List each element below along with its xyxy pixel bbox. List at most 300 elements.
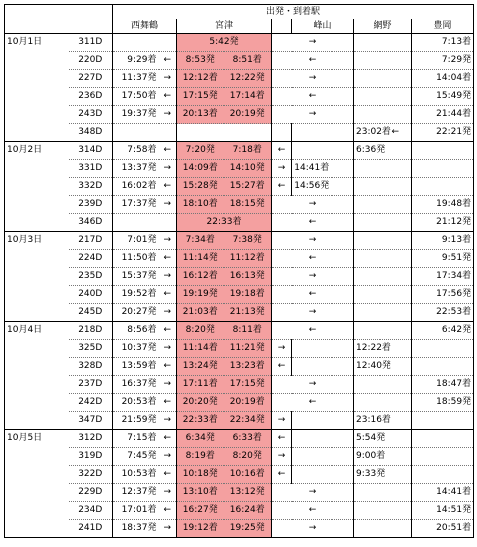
train-number: 314D: [69, 142, 113, 160]
arrow-cell: [380, 88, 412, 106]
arrow-cell: [380, 106, 412, 124]
arrow-cell: ←: [272, 142, 292, 160]
train-number: 319D: [69, 448, 113, 466]
arrow-cell: →: [159, 106, 177, 124]
time-mineyama: [292, 358, 332, 376]
arrow-cell: ←: [159, 322, 177, 340]
arrow-cell: [380, 196, 412, 214]
time-miyazu-2: 15:27着: [224, 178, 272, 196]
date-cell: [5, 286, 69, 304]
arrow-cell: [380, 520, 412, 538]
train-number: 240D: [69, 286, 113, 304]
train-number: 322D: [69, 466, 113, 484]
time-nishimaizuru: 12:37発: [113, 484, 159, 502]
arrow-cell: ←: [272, 250, 354, 268]
time-nishimaizuru: 17:01着: [113, 502, 159, 520]
arrow-cell: →: [272, 412, 292, 430]
time-miyazu-2: 19:18着: [224, 286, 272, 304]
timetable-row: [5, 106, 474, 124]
time-miyazu: 21:03着: [177, 304, 224, 322]
station-mineyama: 峰山: [292, 19, 354, 34]
time-toyooka: [412, 178, 474, 196]
date-cell: [5, 394, 69, 412]
timetable-row: [5, 430, 474, 448]
arrow-cell: ←: [272, 466, 292, 484]
date-cell: [5, 520, 69, 538]
time-mineyama: [292, 124, 332, 142]
time-nishimaizuru: 10:53着: [113, 466, 159, 484]
time-miyazu-2: 11:12着: [224, 250, 272, 268]
time-toyooka: [412, 430, 474, 448]
time-toyooka: 17:56発: [412, 286, 474, 304]
arrow-cell: ←: [272, 214, 354, 232]
arrow-cell: →: [159, 232, 177, 250]
train-number: 312D: [69, 430, 113, 448]
timetable-row: [5, 178, 474, 196]
date-cell: [5, 466, 69, 484]
time-toyooka: [412, 160, 474, 178]
time-miyazu-2: 14:10発: [224, 160, 272, 178]
arrow-cell: ←: [272, 322, 354, 340]
arrow-cell: →: [272, 376, 354, 394]
timetable-row: [5, 448, 474, 466]
train-number: 229D: [69, 484, 113, 502]
arrow-cell: →: [272, 304, 354, 322]
date-cell: 10月4日: [5, 322, 69, 340]
train-number: 311D: [69, 34, 113, 52]
gap-cell: [332, 142, 354, 160]
arrow-cell: [380, 52, 412, 70]
arrow-cell: ←: [272, 358, 292, 376]
train-number: 346D: [69, 214, 113, 232]
time-amino: [354, 214, 380, 232]
arrow-cell: [380, 322, 412, 340]
time-toyooka: 15:49発: [412, 88, 474, 106]
time-toyooka: 14:51発: [412, 502, 474, 520]
time-amino: 9:00着: [354, 448, 380, 466]
time-amino: [354, 502, 380, 520]
time-miyazu-2: 18:15発: [224, 196, 272, 214]
train-number: 220D: [69, 52, 113, 70]
time-nishimaizuru: 19:52着: [113, 286, 159, 304]
arrow-cell: →: [272, 106, 354, 124]
time-miyazu: 22:33着: [177, 412, 224, 430]
time-toyooka: 7:13着: [412, 34, 474, 52]
date-cell: 10月3日: [5, 232, 69, 250]
time-nishimaizuru: 8:56着: [113, 322, 159, 340]
time-toyooka: 9:51発: [412, 250, 474, 268]
arrow-cell: [380, 250, 412, 268]
arrow-cell: ←: [272, 178, 292, 196]
timetable-row: [5, 70, 474, 88]
date-cell: 10月2日: [5, 142, 69, 160]
arrow-cell: ←: [272, 394, 354, 412]
time-amino: [354, 520, 380, 538]
arrow-cell: [380, 268, 412, 286]
date-cell: [5, 376, 69, 394]
train-number: 235D: [69, 268, 113, 286]
arrow-cell: [380, 376, 412, 394]
time-nishimaizuru: 16:02着: [113, 178, 159, 196]
time-miyazu: 7:20発: [177, 142, 224, 160]
time-miyazu-2: 20:19着: [224, 394, 272, 412]
timetable-row: [5, 268, 474, 286]
time-miyazu-2: 11:21発: [224, 340, 272, 358]
train-number: 332D: [69, 178, 113, 196]
time-miyazu-2: 13:23着: [224, 358, 272, 376]
time-miyazu: 17:11着: [177, 376, 224, 394]
time-miyazu: 17:15発: [177, 88, 224, 106]
date-cell: [5, 124, 69, 142]
time-nishimaizuru: 15:37発: [113, 268, 159, 286]
time-nishimaizuru: 20:27発: [113, 304, 159, 322]
time-nishimaizuru: 9:29着: [113, 52, 159, 70]
station-amino: 網野: [354, 19, 412, 34]
time-toyooka: 18:47着: [412, 376, 474, 394]
train-number: 218D: [69, 322, 113, 340]
arrow-cell: →: [272, 196, 354, 214]
time-miyazu: 16:27発: [177, 502, 224, 520]
time-nishimaizuru: 13:59着: [113, 358, 159, 376]
time-miyazu: 7:34着: [177, 232, 224, 250]
time-nishimaizuru: 17:50着: [113, 88, 159, 106]
time-nishimaizuru: 10:37発: [113, 340, 159, 358]
arrow-cell: →: [272, 448, 292, 466]
time-nishimaizuru: [113, 34, 159, 52]
arrow-cell: →: [159, 304, 177, 322]
time-amino: 12:22着: [354, 340, 380, 358]
time-toyooka: [412, 466, 474, 484]
arrow-cell: →: [159, 412, 177, 430]
time-miyazu-2: 13:12発: [224, 484, 272, 502]
time-miyazu: 16:12着: [177, 268, 224, 286]
timetable-row: [5, 520, 474, 538]
time-miyazu: 10:18発: [177, 466, 224, 484]
time-amino: [354, 232, 380, 250]
time-mineyama: [292, 412, 332, 430]
time-miyazu: 8:53発: [177, 52, 224, 70]
time-amino: 5:54発: [354, 430, 380, 448]
time-miyazu-2: 16:13発: [224, 268, 272, 286]
timetable-row: [5, 250, 474, 268]
arrow-cell: ←: [159, 358, 177, 376]
timetable-row: [5, 358, 474, 376]
time-miyazu: 12:12着: [177, 70, 224, 88]
timetable-row: [5, 322, 474, 340]
time-miyazu: 13:10着: [177, 484, 224, 502]
train-number: 348D: [69, 124, 113, 142]
time-nishimaizuru: 20:53着: [113, 394, 159, 412]
arrow-cell: ←: [159, 466, 177, 484]
timetable-row: [5, 412, 474, 430]
time-miyazu-2: 6:33着: [224, 430, 272, 448]
time-nishimaizuru: 11:50着: [113, 250, 159, 268]
arrow-cell: →: [159, 268, 177, 286]
time-amino: 6:36発: [354, 142, 380, 160]
time-amino: [354, 52, 380, 70]
arrow-cell: →: [272, 340, 292, 358]
time-miyazu: 19:19発: [177, 286, 224, 304]
train-number: 243D: [69, 106, 113, 124]
time-mineyama: [292, 466, 332, 484]
train-number: 241D: [69, 520, 113, 538]
arrow-cell: ←: [272, 88, 354, 106]
time-toyooka: 14:04着: [412, 70, 474, 88]
time-nishimaizuru: 7:45発: [113, 448, 159, 466]
time-nishimaizuru: 19:37発: [113, 106, 159, 124]
date-cell: [5, 412, 69, 430]
arrow-cell: ←: [272, 430, 292, 448]
date-cell: [5, 448, 69, 466]
train-number: 242D: [69, 394, 113, 412]
date-cell: [5, 358, 69, 376]
arrow-cell: →: [159, 376, 177, 394]
timetable-row: [5, 502, 474, 520]
time-toyooka: [412, 142, 474, 160]
time-miyazu-2: 10:16着: [224, 466, 272, 484]
timetable-row: [5, 160, 474, 178]
time-amino: [354, 178, 380, 196]
train-number: 239D: [69, 196, 113, 214]
time-toyooka: 22:21発: [412, 124, 474, 142]
arrow-cell: →: [272, 484, 354, 502]
date-cell: [5, 304, 69, 322]
arrow-cell: →: [159, 520, 177, 538]
time-miyazu: 20:20発: [177, 394, 224, 412]
train-number: 234D: [69, 502, 113, 520]
date-cell: 10月1日: [5, 34, 69, 52]
time-nishimaizuru: 17:37発: [113, 196, 159, 214]
date-cell: [5, 88, 69, 106]
time-amino: [354, 286, 380, 304]
time-miyazu-2: 12:22発: [224, 70, 272, 88]
arrow-cell: [380, 502, 412, 520]
time-miyazu: 19:12着: [177, 520, 224, 538]
arrow-cell: ←: [159, 286, 177, 304]
station-nishimaizuru: 西舞鶴: [113, 19, 177, 34]
arrow-cell: ←: [272, 502, 354, 520]
time-mineyama: 14:56発: [292, 178, 332, 196]
time-miyazu-2: [224, 124, 272, 142]
time-miyazu: 5:42発: [177, 34, 272, 52]
date-cell: [5, 502, 69, 520]
time-miyazu: 8:19着: [177, 448, 224, 466]
arrow-cell: [380, 484, 412, 502]
gap-cell: [332, 160, 354, 178]
arrow-cell: →: [272, 268, 354, 286]
arrow-cell: [159, 214, 177, 232]
arrow-cell: [380, 160, 412, 178]
time-amino: [354, 160, 380, 178]
time-miyazu: 15:28発: [177, 178, 224, 196]
arrow-cell: [380, 178, 412, 196]
time-amino: 9:33発: [354, 466, 380, 484]
time-amino: [354, 322, 380, 340]
date-cell: [5, 250, 69, 268]
date-cell: [5, 160, 69, 178]
time-mineyama: [292, 142, 332, 160]
time-amino: 23:02着: [354, 124, 380, 142]
date-cell: [5, 196, 69, 214]
arrow-cell: →: [272, 232, 354, 250]
time-miyazu-2: 19:25発: [224, 520, 272, 538]
arrow-cell: [380, 232, 412, 250]
time-toyooka: 7:29発: [412, 52, 474, 70]
timetable-row: [5, 232, 474, 250]
gap-cell: [332, 358, 354, 376]
date-cell: [5, 52, 69, 70]
train-number: 217D: [69, 232, 113, 250]
gap-cell: [332, 448, 354, 466]
arrow-cell: [159, 34, 177, 52]
train-number: 227D: [69, 70, 113, 88]
time-miyazu-2: 8:11着: [224, 322, 272, 340]
station-toyooka: 豊岡: [412, 19, 474, 34]
time-miyazu: 6:34発: [177, 430, 224, 448]
time-amino: [354, 196, 380, 214]
time-miyazu: 11:14発: [177, 250, 224, 268]
arrow-cell: →: [272, 160, 292, 178]
time-amino: 12:40発: [354, 358, 380, 376]
time-miyazu-2: 21:13発: [224, 304, 272, 322]
arrow-cell: ←: [159, 88, 177, 106]
arrow-cell: →: [159, 160, 177, 178]
time-toyooka: 18:59発: [412, 394, 474, 412]
timetable-row: [5, 124, 474, 142]
timetable-row: [5, 286, 474, 304]
train-number: 224D: [69, 250, 113, 268]
arrow-cell: →: [272, 34, 354, 52]
timetable-row: [5, 484, 474, 502]
train-number: 325D: [69, 340, 113, 358]
station-miyazu: 宮津: [177, 19, 272, 34]
date-cell: [5, 106, 69, 124]
time-amino: [354, 484, 380, 502]
time-amino: [354, 70, 380, 88]
date-cell: 10月5日: [5, 430, 69, 448]
time-toyooka: 6:42発: [412, 322, 474, 340]
gap-cell: [332, 178, 354, 196]
time-toyooka: 19:48着: [412, 196, 474, 214]
arrow-cell: [380, 34, 412, 52]
time-nishimaizuru: [113, 124, 159, 142]
date-cell: [5, 214, 69, 232]
time-miyazu: 13:24発: [177, 358, 224, 376]
time-amino: 23:16着: [354, 412, 380, 430]
arrow-cell: ←: [159, 430, 177, 448]
time-miyazu: 18:10着: [177, 196, 224, 214]
train-number: 237D: [69, 376, 113, 394]
time-nishimaizuru: 16:37発: [113, 376, 159, 394]
arrow-cell: →: [159, 340, 177, 358]
time-miyazu: 8:20発: [177, 322, 224, 340]
time-miyazu-2: 7:38発: [224, 232, 272, 250]
time-miyazu-2: 16:24着: [224, 502, 272, 520]
time-nishimaizuru: 7:01発: [113, 232, 159, 250]
time-amino: [354, 106, 380, 124]
time-toyooka: [412, 412, 474, 430]
date-cell: [5, 340, 69, 358]
time-nishimaizuru: 11:37発: [113, 70, 159, 88]
arrow-cell: [380, 214, 412, 232]
time-toyooka: 14:41着: [412, 484, 474, 502]
timetable-row: [5, 394, 474, 412]
arrow-cell: ←: [272, 52, 354, 70]
timetable-row: [5, 340, 474, 358]
arrow-cell: ←: [159, 394, 177, 412]
timetable-row: [5, 196, 474, 214]
arrow-cell: →: [159, 196, 177, 214]
train-number: 328D: [69, 358, 113, 376]
timetable-row: [5, 304, 474, 322]
arrow-cell: ←: [159, 52, 177, 70]
time-amino: [354, 268, 380, 286]
time-toyooka: 22:53着: [412, 304, 474, 322]
arrow-cell: ←: [380, 124, 412, 142]
time-toyooka: 9:13着: [412, 232, 474, 250]
arrow-cell: [159, 124, 177, 142]
date-cell: [5, 484, 69, 502]
arrow-cell: [380, 70, 412, 88]
arrow-cell: [380, 286, 412, 304]
arrow-cell: ←: [159, 178, 177, 196]
time-nishimaizuru: 13:37発: [113, 160, 159, 178]
timetable-row: [5, 142, 474, 160]
arrow-cell: [380, 394, 412, 412]
timetable-row: [5, 52, 474, 70]
time-nishimaizuru: 7:58着: [113, 142, 159, 160]
time-toyooka: 21:12発: [412, 214, 474, 232]
gap-cell: [332, 340, 354, 358]
time-mineyama: [292, 430, 332, 448]
time-nishimaizuru: [113, 214, 159, 232]
arrow-cell: →: [159, 484, 177, 502]
time-miyazu-2: 7:18着: [224, 142, 272, 160]
train-number: 347D: [69, 412, 113, 430]
time-miyazu: 20:13着: [177, 106, 224, 124]
arrow-cell: ←: [159, 250, 177, 268]
timetable-row: [5, 88, 474, 106]
time-amino: [354, 376, 380, 394]
gap-cell: [332, 430, 354, 448]
time-miyazu-2: 8:20発: [224, 448, 272, 466]
arrow-cell: →: [159, 70, 177, 88]
gap-cell: [332, 466, 354, 484]
timetable-row: [5, 34, 474, 52]
time-amino: [354, 88, 380, 106]
time-mineyama: [292, 448, 332, 466]
time-toyooka: 20:51着: [412, 520, 474, 538]
arrow-cell: [272, 124, 292, 142]
arrow-cell: ←: [159, 142, 177, 160]
arrow-cell: →: [272, 520, 354, 538]
time-toyooka: 21:44着: [412, 106, 474, 124]
time-miyazu-2: 17:15発: [224, 376, 272, 394]
time-miyazu-2: 8:51着: [224, 52, 272, 70]
date-cell: [5, 178, 69, 196]
header-group: 出発・到着駅: [113, 5, 474, 20]
train-number: 331D: [69, 160, 113, 178]
time-miyazu: 22:33着: [177, 214, 272, 232]
time-miyazu: [177, 124, 224, 142]
time-amino: [354, 394, 380, 412]
time-nishimaizuru: 21:59発: [113, 412, 159, 430]
time-amino: [354, 34, 380, 52]
timetable-row: [5, 376, 474, 394]
time-nishimaizuru: 7:15着: [113, 430, 159, 448]
train-number: 245D: [69, 304, 113, 322]
timetable-row: [5, 466, 474, 484]
